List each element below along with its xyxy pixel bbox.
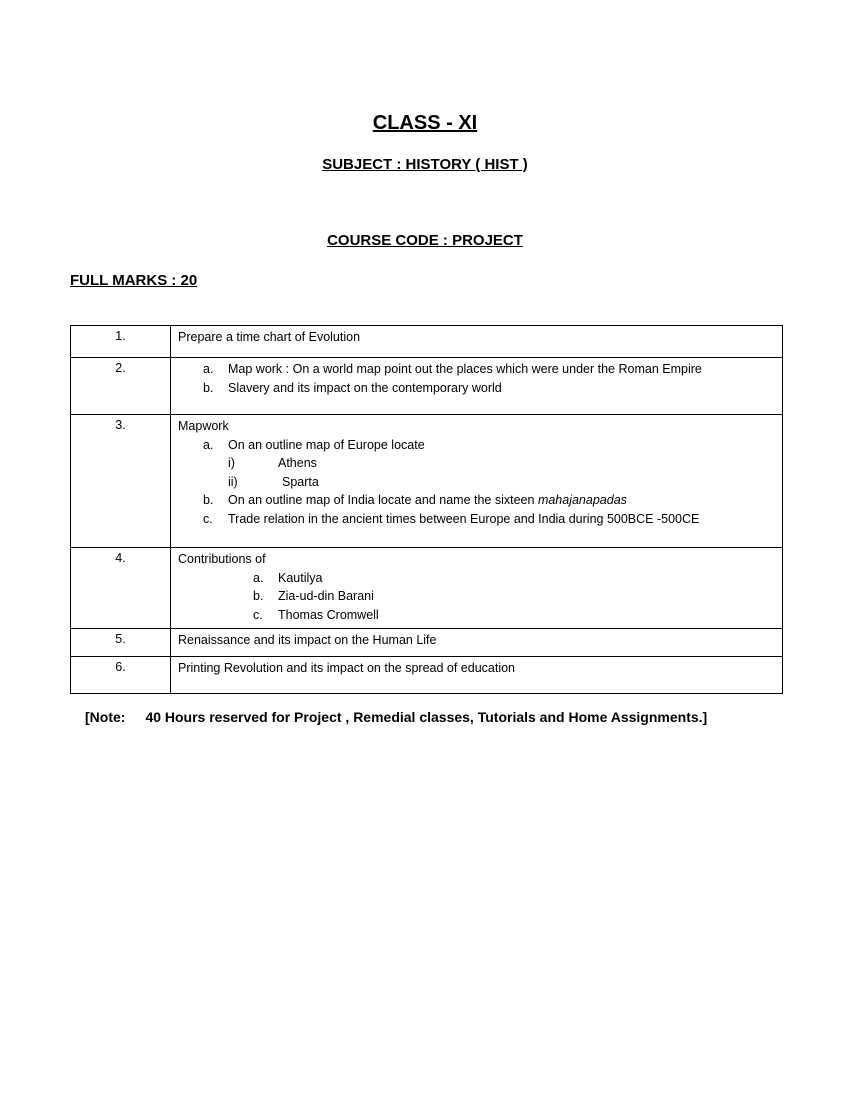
sub-list-item (178, 473, 776, 492)
list-item-text: Sparta (282, 474, 319, 489)
table-row (71, 629, 783, 657)
list-item (178, 569, 776, 588)
list-marker: a. (203, 362, 214, 376)
list-marker: b. (253, 589, 264, 603)
note-label: [Note: (85, 709, 126, 725)
list-item-text: On an outline map of India locate and name the sixteen (228, 493, 538, 507)
list-marker: c. (203, 511, 213, 526)
row-heading: Mapwork (178, 419, 229, 433)
table-row (71, 415, 783, 548)
row-content (171, 415, 783, 548)
list-marker: c. (253, 607, 263, 622)
row-heading: Contributions of (178, 552, 266, 566)
class-title: CLASS - XI (372, 112, 478, 134)
row-content (171, 358, 783, 415)
note-text: 40 Hours reserved for Project , Remedial classes, Tutorials and Home Assignments.] (145, 709, 708, 725)
list-marker: a. (253, 570, 264, 585)
list-item-text: Zia-ud-din Barani (278, 589, 374, 603)
subject-heading: SUBJECT : HISTORY ( HIST ) (322, 156, 528, 173)
row-number: 4. (71, 548, 171, 629)
list-marker: b. (203, 493, 214, 507)
row-number: 1. (71, 326, 171, 358)
list-item (178, 587, 776, 606)
row-text: Printing Revolution and its impact on the spread of education (178, 661, 516, 675)
course-code-heading: COURSE CODE : PROJECT (327, 232, 523, 249)
list-marker: b. (203, 380, 214, 395)
row-number: 5. (71, 629, 171, 657)
list-item-text: Map work : On a world map point out the places which were under the Roman Empire (228, 362, 702, 376)
list-marker: ii) (228, 474, 238, 489)
list-item-text: Slavery and its impact on the contemporary world (228, 380, 502, 395)
list-marker: i) (228, 456, 235, 470)
row-number: 2. (71, 358, 171, 415)
full-marks: FULL MARKS : 20 (70, 272, 198, 289)
row-content (171, 657, 783, 694)
list-item (178, 436, 776, 455)
table-row (71, 548, 783, 629)
row-number: 6. (71, 657, 171, 694)
list-item (178, 491, 776, 510)
list-item-text: Kautilya (278, 570, 323, 585)
table-row (71, 326, 783, 358)
list-item-italic: mahajanapadas (537, 493, 627, 507)
project-table (70, 325, 783, 694)
row-text: Renaissance and its impact on the Human Life (178, 633, 437, 647)
row-content (171, 548, 783, 629)
list-item (178, 510, 776, 529)
list-item-text: Thomas Cromwell (278, 607, 379, 622)
row-text: Prepare a time chart of Evolution (178, 330, 361, 344)
row-content (171, 326, 783, 358)
list-item-text: Athens (278, 456, 317, 470)
sub-list-item (178, 454, 776, 473)
list-marker: a. (203, 437, 214, 452)
list-item (178, 360, 776, 379)
row-number: 3. (71, 415, 171, 548)
table-row (71, 657, 783, 694)
list-item (178, 606, 776, 625)
list-item-text: Trade relation in the ancient times between Europe and India during 500BCE -500CE (228, 511, 700, 526)
row-content (171, 629, 783, 657)
table-row (71, 358, 783, 415)
list-item-text: On an outline map of Europe locate (228, 437, 425, 452)
list-item (178, 379, 776, 398)
note (85, 709, 707, 725)
